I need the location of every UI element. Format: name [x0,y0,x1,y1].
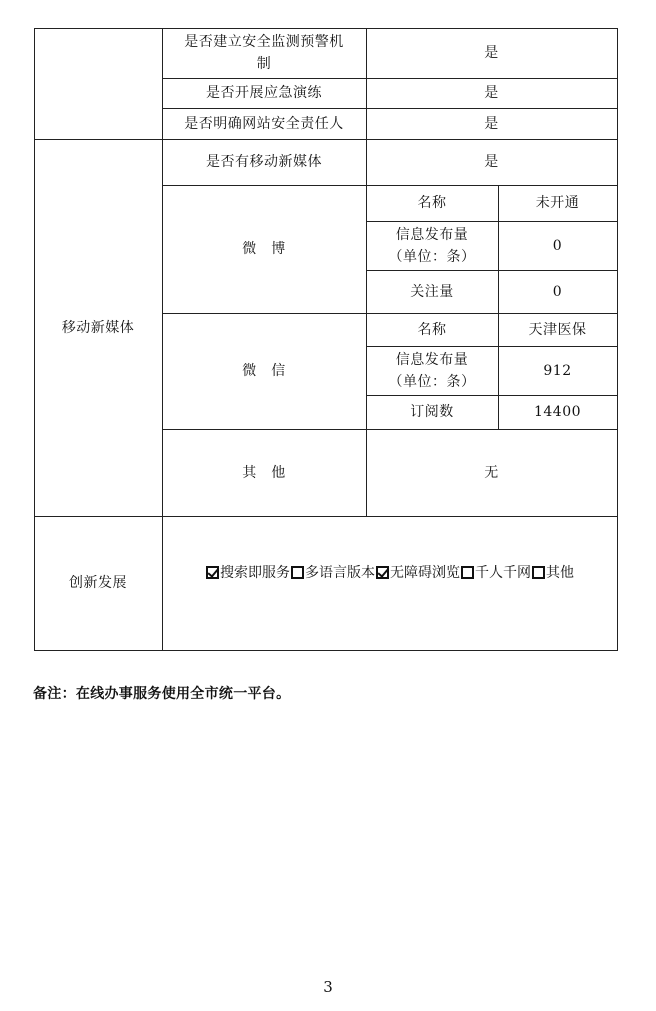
checkbox-3[interactable] [461,566,474,579]
checkbox-label: 多语言版本 [305,565,375,581]
checkbox-label: 无障碍浏览 [390,565,460,581]
weibo-follow-label: 关注量 [410,283,454,300]
checkbox-4[interactable] [532,566,545,579]
category-mobile-media: 移动新媒体 [61,319,135,336]
other-value: 无 [484,464,499,481]
footnote: 备注：在线办事服务使用全市统一平台。 [33,686,291,702]
checkbox-0[interactable] [206,566,219,579]
wechat-label: 微 信 [242,363,286,379]
weibo-follow-value: 0 [552,283,563,300]
other-label: 其 他 [242,464,286,481]
weibo-label: 微 博 [242,241,286,257]
weibo-posts-label: 信息发布量（单位：条） [388,226,476,265]
checkbox-label: 千人千网 [475,565,531,581]
wechat-subs-label: 订阅数 [410,404,454,420]
wechat-posts-value: 912 [543,362,572,379]
checkbox-1[interactable] [291,566,304,579]
weibo-name-value: 未开通 [535,195,580,211]
wechat-name-value: 天津医保 [528,321,587,338]
checkbox-2[interactable] [376,566,389,579]
wechat-subs-value: 14400 [533,404,582,420]
table-row-value: 是 [484,45,499,61]
weibo-name-label: 名称 [417,195,447,211]
wechat-posts-label: 信息发布量（单位：条） [388,351,476,390]
page-number: 3 [323,978,333,996]
innovation-options [162,516,617,630]
category-innovation: 创新发展 [69,575,127,591]
weibo-posts-value: 0 [552,237,563,254]
table-row-value: 是 [484,85,499,101]
table-row-value: 是 [484,115,499,132]
table-row-label: 是否明确网站安全责任人 [184,115,344,132]
checkbox-label: 其他 [546,565,574,581]
checkbox-label: 搜索即服务 [220,565,290,581]
table-row-label: 是否开展应急演练 [206,85,322,101]
wechat-name-label: 名称 [417,321,447,338]
has-media-value: 是 [484,154,499,170]
table-row-label: 是否建立安全监测预警机制 [184,34,344,72]
has-media-label: 是否有移动新媒体 [206,154,322,170]
